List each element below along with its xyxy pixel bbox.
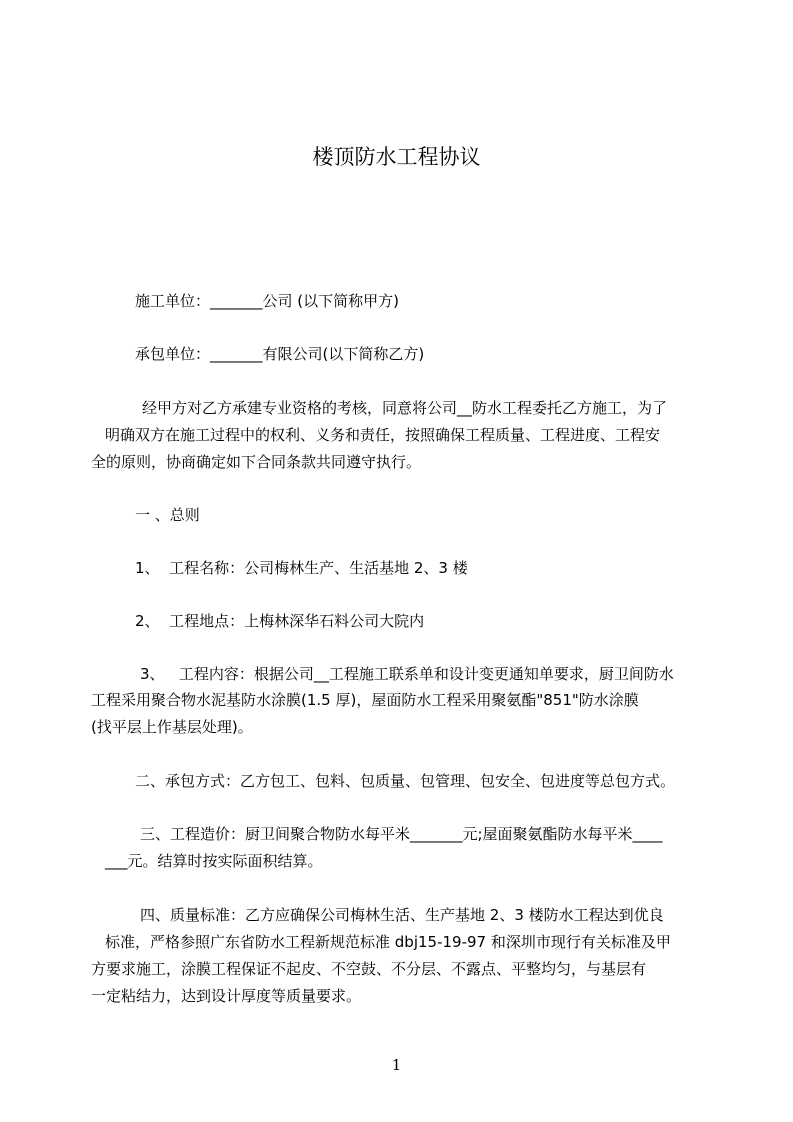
page-number: 1 bbox=[391, 1056, 402, 1074]
contract-method-line: 二、承包方式：乙方包工、包料、包质量、包管理、包安全、包进度等总包方式。 bbox=[135, 772, 676, 790]
party-b-line: 承包单位：_______有限公司(以下简称乙方) bbox=[135, 345, 425, 363]
project-location-line: 2、 工程地点：上梅林深华石料公司大院内 bbox=[135, 612, 425, 630]
project-cost-line: ___元。结算时按实际面积结算。 bbox=[105, 852, 323, 870]
quality-standard-line: 标准，严格参照广东省防水工程新规范标准 dbj15-19-97 和深圳市现行有关标准及甲 bbox=[105, 933, 671, 951]
project-content-line: (找平层上作基层处理)。 bbox=[91, 718, 253, 736]
project-name-line: 1、 工程名称：公司梅林生产、生活基地 2、3 楼 bbox=[135, 559, 468, 577]
quality-standard-line: 方要求施工，涂膜工程保证不起皮、不空鼓、不分层、不露点、平整均匀，与基层有 bbox=[91, 960, 647, 978]
intro-line: 全的原则，协商确定如下合同条款共同遵守执行。 bbox=[91, 453, 422, 471]
project-cost-line: 三、工程造价：厨卫间聚合物防水每平米_______元;屋面聚氨酯防水每平米____ bbox=[140, 825, 663, 843]
section-heading-general: 一 、总则 bbox=[135, 506, 200, 524]
party-a-line: 施工单位：_______公司 (以下简称甲方) bbox=[135, 292, 399, 310]
document-title: 楼顶防水工程协议 bbox=[312, 145, 481, 169]
quality-standard-line: 四、质量标准：乙方应确保公司梅林生活、生产基地 2、3 楼防水工程达到优良 bbox=[140, 906, 664, 924]
intro-line: 明确双方在施工过程中的权利、义务和责任，按照确保工程质量、工程进度、工程安 bbox=[105, 426, 661, 444]
project-content-line: 3、 工程内容：根据公司__工程施工联系单和设计变更通知单要求，厨卫间防水 bbox=[140, 665, 674, 683]
intro-line: 经甲方对乙方承建专业资格的考核，同意将公司__防水工程委托乙方施工，为了 bbox=[142, 399, 668, 417]
project-content-line: 工程采用聚合物水泥基防水涂膜(1.5 厚)，屋面防水工程采用聚氨酯"851"防水涂膜 bbox=[91, 691, 639, 709]
quality-standard-line: 一定粘结力，达到设计厚度等质量要求。 bbox=[91, 987, 362, 1005]
